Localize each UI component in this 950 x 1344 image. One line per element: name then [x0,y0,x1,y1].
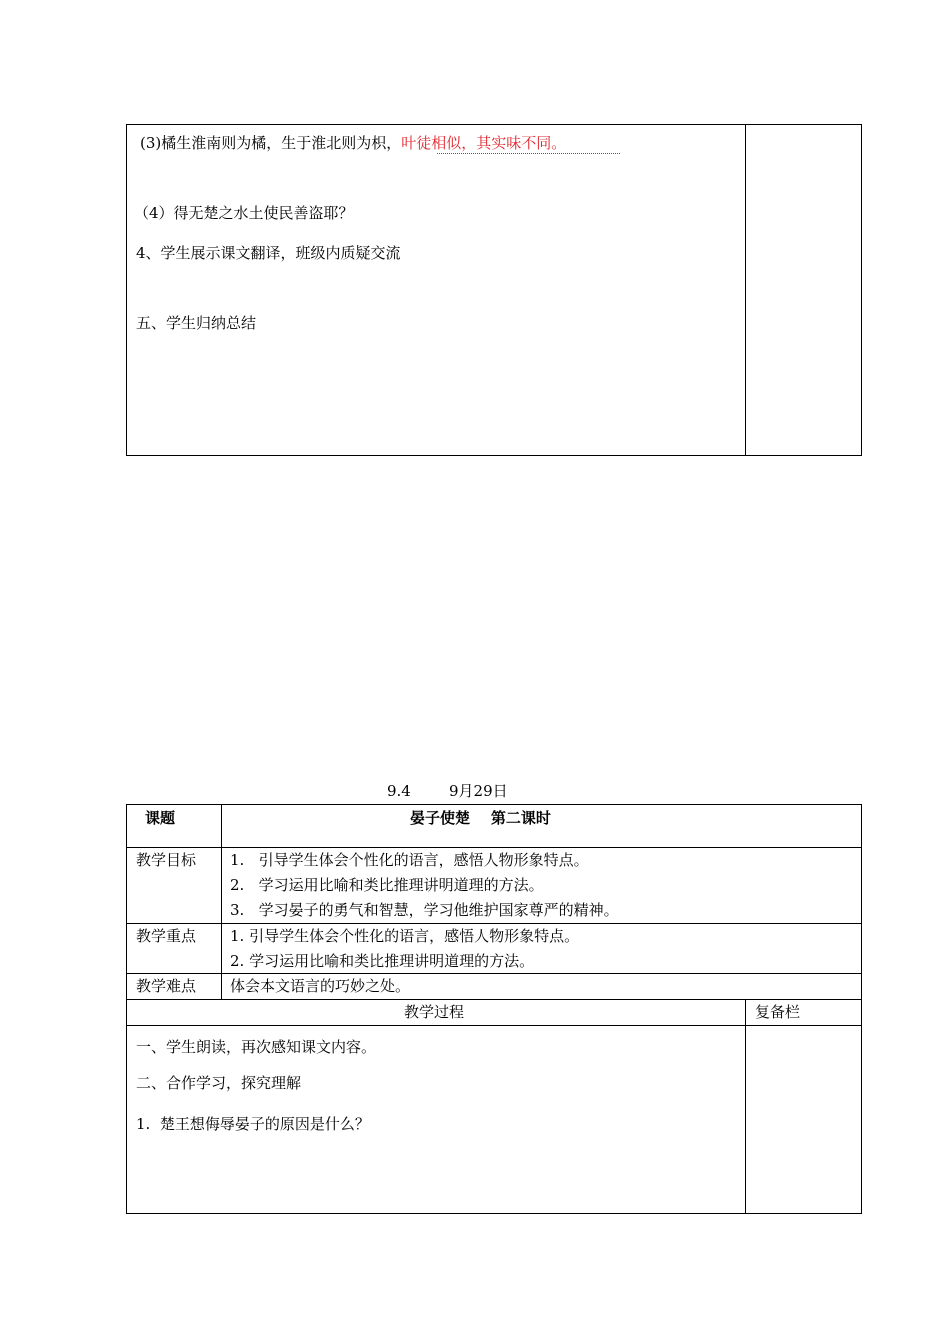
row-line [126,973,862,974]
row-line [126,999,862,1000]
focus-label: 教学重点 [136,927,197,945]
question-3-text: (3)橘生淮南则为橘，生于淮北则为枳， [140,134,402,152]
process-step: 1. 楚王想侮辱晏子的原因是什么？ [136,1115,370,1133]
question-3-answer: 叶徒相似，其实味不同。 [401,134,567,152]
difficulty-label: 教学难点 [136,977,197,995]
question-3 [140,136,566,151]
topic-label: 课题 [145,809,176,827]
continuation-table [126,124,862,456]
row-line [126,923,862,924]
goal-item: 1. 引导学生体会个性化的语言，感悟人物形象特点。 [230,851,589,869]
goal-item: 2. 学习运用比喻和类比推理讲明道理的方法。 [230,876,544,894]
difficulty-value: 体会本文语言的巧妙之处。 [230,977,411,995]
review-column-divider [745,999,746,1214]
topic-value: 晏子使楚 第二课时 [410,809,551,827]
answer-underline [437,153,620,154]
row-line [126,1025,862,1026]
question-4: （4）得无楚之水土使民善盗耶？ [134,204,354,222]
label-column-divider [221,804,222,999]
lesson-date: 9.4 9月29日 [387,782,508,800]
goal-item: 3. 学习晏子的勇气和智慧，学习他维护国家尊严的精神。 [230,901,619,919]
continuation-table-divider [745,124,746,456]
goals-label: 教学目标 [136,851,197,869]
process-step: 二、合作学习，探究理解 [136,1074,302,1092]
process-step: 一、学生朗读，再次感知课文内容。 [136,1038,377,1056]
step-5: 五、学生归纳总结 [136,314,257,332]
focus-item: 1. 引导学生体会个性化的语言，感悟人物形象特点。 [230,927,580,945]
row-line [126,847,862,848]
step-4: 4、学生展示课文翻译，班级内质疑交流 [136,244,401,262]
process-label: 教学过程 [404,1003,465,1021]
review-label: 复备栏 [755,1003,801,1021]
focus-item: 2. 学习运用比喻和类比推理讲明道理的方法。 [230,952,535,970]
